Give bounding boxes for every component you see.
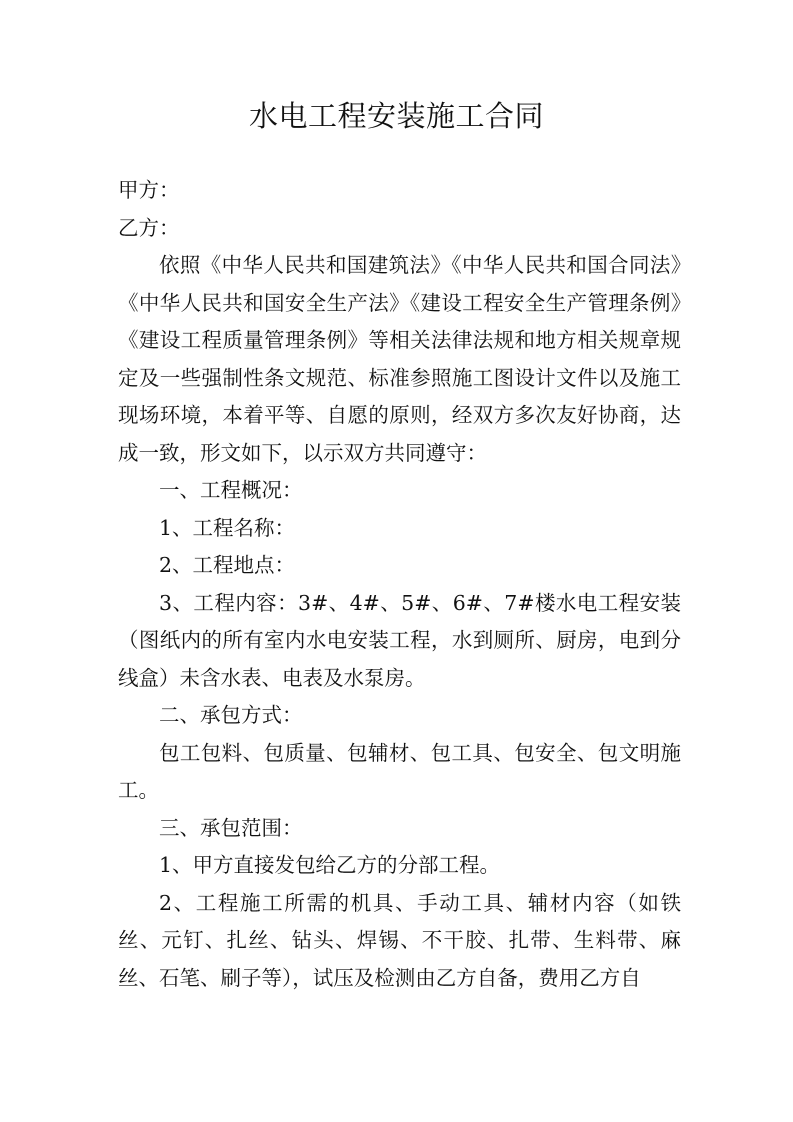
scope-item-1: 1、甲方直接发包给乙方的分部工程。 [159,853,501,877]
section-heading-overview: 一、工程概况： [159,478,303,502]
preamble-paragraph: 依照《中华人民共和国建筑法》《中华人民共和国合同法》《中华人民共和国安全生产法》《建设工程安全生产管理条例》《建设工程质量管理条例》等相关法律法规和地方相关规章规定及一些强制性条文规范、标准参照施工图设计文件以及施工现场环境，本着平等、自愿的原则，经双方多次友好协商，达成一致，形文如下，以示双方共同遵守： [118,253,681,465]
section-heading-contract-method: 二、承包方式： [159,703,303,727]
project-location-line: 2、工程地点： [159,553,296,577]
document-title: 水电工程安装施工合同 [248,99,544,133]
scope-item-2: 2、工程施工所需的机具、手动工具、辅材内容（如铁丝、元钉、扎丝、钻头、焊锡、不干胶、扎带、生料带、麻丝、石笔、刷子等），试压及检测由乙方自备，费用乙方自 [118,890,681,990]
document-body [118,172,681,997]
party-b-line: 乙方： [118,215,180,240]
section-heading-contract-scope: 三、承包范围： [159,815,303,840]
project-name-line: 1、工程名称： [159,515,296,540]
project-content-paragraph: 3、工程内容：3#、4#、5#、6#、7#楼水电工程安装（图纸内的所有室内水电安装工程，水到厕所、厨房，电到分线盒）未含水表、电表及水泵房。 [118,590,681,690]
contract-method-paragraph: 包工包料、包质量、包辅材、包工具、包安全、包文明施工。 [118,740,681,802]
party-a-line: 甲方： [118,178,180,202]
